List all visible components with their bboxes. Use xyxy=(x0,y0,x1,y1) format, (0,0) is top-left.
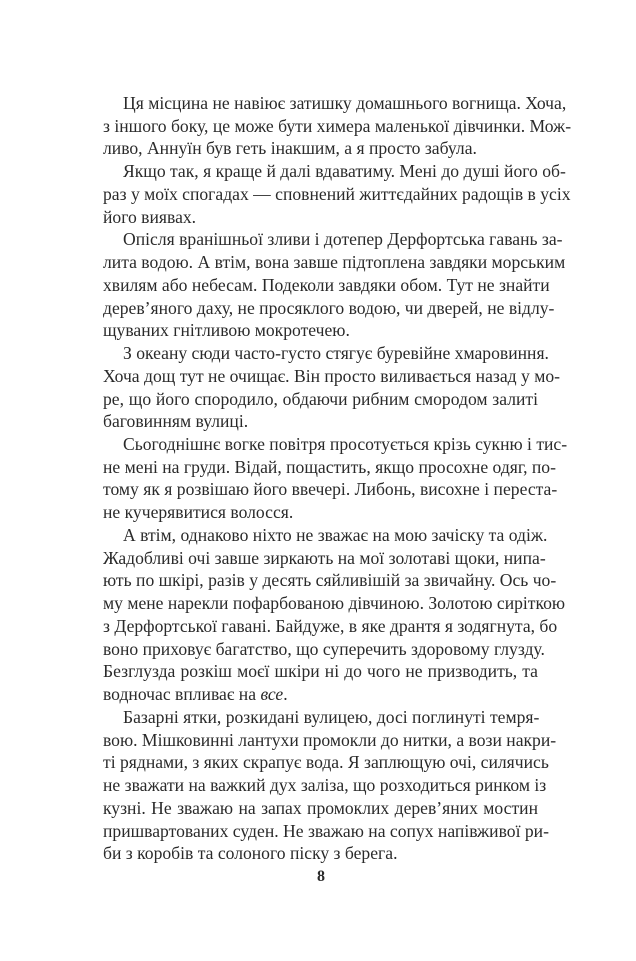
text-line: його виявах. xyxy=(103,206,197,227)
text-line: Сьогоднішнє вогке повітря просотується крізь сукню і тис- xyxy=(123,434,568,455)
text-line: Опісля вранішньої зливи і дотепер Дерфортська гавань за- xyxy=(123,229,563,250)
text-line: Якщо так, я краще й далі вдаватиму. Мені до душі його об- xyxy=(123,161,566,182)
text-line: Жадобливі очі завше зиркають на мої золотаві щоки, нипа- xyxy=(103,547,546,568)
book-page-body xyxy=(103,92,572,865)
text-line: кузні. Не зважаю на запах промоклих дерев’яних мостин xyxy=(103,797,538,818)
paragraph xyxy=(103,228,566,342)
text-line: воно приховує багатство, що суперечить здоровому глузду. xyxy=(103,638,545,659)
text-line: хвилям або небесам. Подеколи завдяки обом. Тут не знайти xyxy=(103,274,550,295)
text-line: баговинням вулиці. xyxy=(103,411,249,432)
text-line: ті ряднами, з яких скрапує вода. Я заплющую очі, силячись xyxy=(103,752,549,773)
text-line: З океану сюди часто-густо стягує буревійне хмаровиння. xyxy=(123,343,549,364)
paragraph xyxy=(103,706,557,865)
paragraph xyxy=(103,92,572,160)
text-line: ливо, Аннуїн був геть інакшим, а я просто забула. xyxy=(103,138,477,159)
text-line: раз у моїх спогадах — сповнений життєдайних радощів в усіх xyxy=(103,183,571,204)
italic-emphasis: все xyxy=(260,684,284,705)
paragraph xyxy=(103,160,571,228)
text-line: не мені на груди. Відай, пощастить, якщо просохне одяг, по- xyxy=(103,456,556,477)
text-line: лита водою. А втім, вона завше підтоплена завдяки морським xyxy=(103,252,566,273)
paragraph xyxy=(103,342,560,433)
text-line: дерев’яного даху, не просяклого водою, чи дверей, не відлу- xyxy=(103,297,555,318)
text-line: тому як я розвішаю його ввечері. Либонь, висохне і переста- xyxy=(103,479,558,500)
page-number: 8 xyxy=(317,868,325,885)
text-line xyxy=(103,683,538,706)
text-line: щуваних гнітливою мокротечею. xyxy=(103,320,350,341)
text-line: би з коробів та солоного піску з берега. xyxy=(103,843,398,864)
text-line: не кучерявитися волосся. xyxy=(103,502,294,523)
text-line: му мене нарекли пофарбованою дівчиною. Золотою сиріткою xyxy=(103,593,566,614)
text-segment: . xyxy=(283,684,288,705)
text-line: Хоча дощ тут не очищає. Він просто виливається назад у мо- xyxy=(103,365,560,386)
text-line: не зважати на важкий дух заліза, що розходиться ринком із xyxy=(103,775,547,796)
paragraph xyxy=(103,433,568,524)
text-line: з іншого боку, це може бути химера маленької дівчинки. Мож- xyxy=(103,115,572,136)
text-line: ють по шкірі, разів у десять сяйливішій за звичайну. Ось чо- xyxy=(103,570,557,591)
text-line: ре, що його спородило, обдаючи рибним смородом залиті xyxy=(103,388,538,409)
text-line: Безглузда розкіш моєї шкіри ні до чого не призводить, та xyxy=(103,661,538,682)
text-line: А втім, однаково ніхто не зважає на мою зачіску та одіж. xyxy=(123,524,548,545)
text-segment: водночас впливає на xyxy=(103,684,261,705)
text-line: вою. Мішковинні лантухи промокли до нитки, а вози накри- xyxy=(103,729,557,750)
text-line: Базарні ятки, розкидані вулицею, досі поглинуті темря- xyxy=(123,706,540,727)
text-line: з Дерфортської гавані. Байдуже, в яке дрантя я зодягнута, бо xyxy=(103,615,558,636)
paragraph xyxy=(103,524,566,706)
text-line: пришвартованих суден. Не зважаю на сопух напівживої ри- xyxy=(103,820,549,841)
text-line: Ця місцина не навіює затишку домашнього вогнища. Хоча, xyxy=(123,93,567,113)
